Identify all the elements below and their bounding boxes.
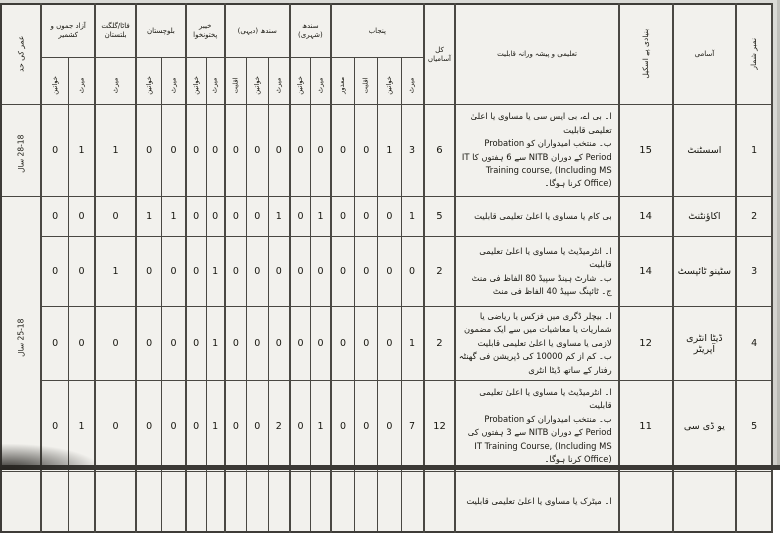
header-qualification: تعلیمی و پیشہ ورانہ قابلیت — [455, 4, 618, 105]
total-posts-cell: 2 — [424, 307, 456, 381]
quota-cell: 0 — [136, 307, 162, 381]
quota-sub-label: میرٹ — [407, 76, 416, 93]
quota-cell: 0 — [136, 237, 162, 307]
table-row — [1, 197, 772, 237]
pay-scale-cell: 14 — [619, 237, 673, 307]
quota-cell: 0 — [331, 307, 355, 381]
quota-sub-label: خواتین — [252, 75, 261, 95]
quota-cell: 2 — [268, 381, 290, 472]
pay-scale-header-label: بنیادی پے اسکیل — [640, 28, 650, 79]
quota-cell: 0 — [41, 381, 68, 472]
qualification-line: ا۔ انٹرمیڈیٹ یا مساوی یا اعلیٰ تعلیمی قابلیت — [479, 245, 612, 270]
age-limit-cell — [1, 197, 41, 472]
quota-cell: 1 — [162, 197, 186, 237]
header-sub-quota-1-0 — [311, 58, 331, 105]
total-posts-cell: 2 — [424, 237, 456, 307]
quota-cell: 0 — [247, 237, 269, 307]
quota-cell: 0 — [290, 381, 311, 472]
table-row — [1, 307, 772, 381]
quota-cell: 0 — [69, 307, 96, 381]
header-sub-quota-2-0 — [268, 58, 290, 105]
quota-cell — [136, 472, 162, 532]
quota-cell — [69, 472, 96, 532]
quota-cell: 0 — [247, 197, 269, 237]
header-sub-quota-1-1 — [290, 58, 311, 105]
header-sub-quota-3-0 — [206, 58, 225, 105]
quota-cell: 1 — [206, 307, 225, 381]
quota-cell: 0 — [162, 307, 186, 381]
quota-cell — [268, 472, 290, 532]
quota-cell: 1 — [95, 105, 136, 197]
qualification-cell — [455, 237, 618, 307]
quota-cell: 0 — [378, 197, 401, 237]
quota-cell: 0 — [162, 105, 186, 197]
qualification-line: ا۔ بی اے، بی ایس سی یا مساوی یا اعلیٰ تعلیمی قابلیت — [470, 111, 612, 135]
pay-scale-cell: 11 — [619, 381, 673, 472]
post-name-cell: اسسٹنٹ — [673, 105, 737, 197]
quota-cell: 0 — [378, 237, 401, 307]
qualification-line: ا۔ میٹرک یا مساوی یا اعلیٰ تعلیمی قابلیت — [466, 495, 612, 506]
quota-cell: 0 — [186, 237, 206, 307]
quota-cell: 1 — [311, 381, 331, 472]
quota-sub-label: خواتین — [144, 75, 153, 95]
quota-cell: 0 — [290, 307, 311, 381]
quota-cell — [331, 472, 355, 532]
pay-scale-cell: 12 — [619, 307, 673, 381]
header-sub-quota-6-0 — [69, 58, 96, 105]
age-header-label: عمر کی حد — [16, 35, 26, 72]
serial-number-cell: 4 — [736, 307, 772, 381]
header-sub-quota-2-1 — [247, 58, 269, 105]
quota-cell: 0 — [247, 105, 269, 197]
quota-cell — [95, 472, 136, 532]
quota-cell: 0 — [95, 381, 136, 472]
header-group-fata-gb: فاٹا/گلگت بلتستان — [95, 4, 136, 58]
quota-cell: 0 — [225, 237, 247, 307]
quota-cell: 0 — [355, 381, 378, 472]
quota-cell: 0 — [225, 105, 247, 197]
table-row — [1, 237, 772, 307]
quota-sub-label: اقلیت — [361, 76, 370, 93]
qualification-line: ب۔ کم از کم 10000 کی ڈپریشن فی گھنٹہ رفتار کے ساتھ ڈیٹا انٹری — [458, 351, 612, 375]
header-group-ajk: آزاد جموں و کشمیر — [41, 4, 95, 58]
quota-cell: 0 — [355, 237, 378, 307]
quota-cell — [355, 472, 378, 532]
scan-corner-smudge — [0, 444, 100, 470]
quota-cell — [206, 472, 225, 532]
total-posts-cell — [424, 472, 456, 532]
quota-cell: 0 — [268, 105, 290, 197]
serial-number-cell: 1 — [736, 105, 772, 197]
quota-sub-label: خواتین — [296, 75, 305, 95]
header-sub-quota-4-1 — [136, 58, 162, 105]
quota-cell: 0 — [95, 307, 136, 381]
qualification-line: ا۔ بیچلر ڈگری میں فزکس یا ریاضی یا شماریات یا معاشیات میں سے ایک مضمون لازمی یا مساوی یا اعلیٰ تعلیمی قابلیت — [464, 311, 612, 348]
post-name-cell: اکاؤنٹنٹ — [673, 197, 737, 237]
quota-sub-label: میرٹ — [316, 76, 325, 93]
header-group-balochistan: بلوچستان — [136, 4, 186, 58]
quota-cell: 0 — [186, 197, 206, 237]
header-sub-quota-3-1 — [186, 58, 206, 105]
quota-cell: 0 — [331, 381, 355, 472]
scan-bottom-edge — [0, 465, 780, 470]
header-sub-quota-5-0 — [95, 58, 136, 105]
qualification-line: ب۔ منتخب امیدواران کو Probation Period کے دوران NITB سے 3 ہفتوں کی IT Training Course, (Including MS Office) کرنا ہوگا۔ — [467, 413, 612, 465]
quota-sub-label: معذور — [338, 76, 347, 94]
quota-cell: 1 — [311, 197, 331, 237]
quota-cell: 1 — [69, 381, 96, 472]
header-group-row — [1, 4, 772, 58]
quota-cell: 0 — [378, 307, 401, 381]
quota-sub-label: خواتین — [191, 75, 200, 95]
header-sub-quota-0-2 — [355, 58, 378, 105]
quota-sub-label: اقلیت — [231, 76, 240, 93]
serial-number-cell: 2 — [736, 197, 772, 237]
header-group-punjab: پنجاب — [331, 4, 424, 58]
quota-cell: 0 — [247, 381, 269, 472]
qualification-line: ب۔ منتخب امیدواران کو Probation Period کے دوران NITB سے 6 ہفتوں کا IT Training course, (Including MS Office) کرنا ہوگا۔ — [461, 138, 612, 189]
quota-sub-label: خواتین — [385, 75, 394, 95]
quota-cell: 0 — [401, 237, 424, 307]
quota-cell: 0 — [162, 237, 186, 307]
quota-cell: 0 — [186, 307, 206, 381]
quota-cell: 0 — [331, 105, 355, 197]
quota-cell: 0 — [95, 197, 136, 237]
post-name-cell: ڈیٹا انٹری آپریٹر — [673, 307, 737, 381]
quota-cell: 0 — [290, 105, 311, 197]
table-header — [1, 4, 772, 105]
quota-cell: 0 — [186, 105, 206, 197]
quota-cell: 1 — [401, 307, 424, 381]
header-age-limit — [1, 4, 41, 105]
header-group-sindh-urban: سندھ (شہری) — [290, 4, 331, 58]
qualification-line: بی کام یا مساوی یا اعلیٰ تعلیمی قابلیت — [474, 210, 612, 221]
quota-sub-label: خواتین — [50, 75, 59, 95]
quota-cell: 0 — [136, 381, 162, 472]
quota-cell: 0 — [41, 237, 68, 307]
quota-cell: 0 — [378, 381, 401, 472]
quota-cell: 1 — [401, 197, 424, 237]
serial-number-cell: 3 — [736, 237, 772, 307]
quota-sub-label: میرٹ — [77, 76, 86, 93]
quota-cell: 0 — [247, 307, 269, 381]
pay-scale-cell: 14 — [619, 197, 673, 237]
total-posts-cell: 6 — [424, 105, 456, 197]
total-posts-cell: 12 — [424, 381, 456, 472]
age-limit-cell — [1, 472, 41, 532]
quota-cell: 7 — [401, 381, 424, 472]
table-row — [1, 381, 772, 472]
quota-cell: 1 — [69, 105, 96, 197]
quota-cell: 0 — [331, 237, 355, 307]
post-name-cell: سٹینو ٹائپسٹ — [673, 237, 737, 307]
quota-cell — [186, 472, 206, 532]
quota-cell — [378, 472, 401, 532]
quota-cell — [225, 472, 247, 532]
header-serial-number — [736, 4, 772, 105]
quota-sub-label: میرٹ — [210, 76, 219, 93]
header-sub-quota-0-3 — [331, 58, 355, 105]
header-total-posts: کل آسامیاں — [424, 4, 456, 105]
quota-cell: 0 — [206, 105, 225, 197]
serial-number-cell — [736, 472, 772, 532]
qualification-cell — [455, 472, 618, 532]
qualification-cell — [455, 307, 618, 381]
quota-cell: 0 — [268, 237, 290, 307]
header-group-kpk: خیبر پختونخوا — [186, 4, 225, 58]
quota-cell: 0 — [311, 237, 331, 307]
qualification-line: ا۔ انٹرمیڈیٹ یا مساوی یا اعلیٰ تعلیمی قابلیت — [479, 386, 612, 411]
quota-cell: 3 — [401, 105, 424, 197]
serial-header-label: نمبر شمار — [749, 38, 759, 70]
quota-cell — [290, 472, 311, 532]
age-limit-label: 25-18 سال — [16, 318, 26, 357]
quota-cell: 0 — [311, 105, 331, 197]
table-row — [1, 472, 772, 532]
quota-cell: 0 — [355, 197, 378, 237]
post-name-cell — [673, 472, 737, 532]
quota-cell: 0 — [268, 307, 290, 381]
age-limit-label: 28-18 سال — [16, 134, 26, 173]
quota-cell: 0 — [290, 237, 311, 307]
quota-sub-label: میرٹ — [111, 76, 120, 93]
quota-cell: 0 — [290, 197, 311, 237]
header-sub-quota-0-0 — [401, 58, 424, 105]
quota-cell: 1 — [268, 197, 290, 237]
age-limit-cell — [1, 105, 41, 197]
header-sub-quota-0-1 — [378, 58, 401, 105]
quota-cell: 0 — [136, 105, 162, 197]
quota-cell: 0 — [41, 197, 68, 237]
quota-cell: 0 — [186, 381, 206, 472]
quota-cell: 0 — [206, 197, 225, 237]
serial-number-cell: 5 — [736, 381, 772, 472]
quota-cell — [401, 472, 424, 532]
quota-sub-label: میرٹ — [274, 76, 283, 93]
quota-cell: 1 — [206, 381, 225, 472]
vacancy-table — [0, 3, 773, 533]
quota-cell: 0 — [225, 197, 247, 237]
qualification-line: ج۔ ٹائپنگ سپیڈ 40 الفاظ فی منٹ — [492, 285, 612, 296]
qualification-cell — [455, 197, 618, 237]
quota-cell: 0 — [225, 381, 247, 472]
quota-cell: 0 — [69, 197, 96, 237]
quota-cell — [41, 472, 68, 532]
qualification-line: ب۔ شارٹ ہینڈ سپیڈ 80 الفاظ فی منٹ — [471, 272, 612, 283]
quota-cell: 0 — [311, 307, 331, 381]
quota-cell: 1 — [378, 105, 401, 197]
header-post: آسامی — [673, 4, 737, 105]
table-row — [1, 105, 772, 197]
quota-cell: 0 — [355, 307, 378, 381]
qualification-cell — [455, 381, 618, 472]
quota-sub-label: میرٹ — [169, 76, 178, 93]
header-sub-quota-4-0 — [162, 58, 186, 105]
quota-cell — [162, 472, 186, 532]
total-posts-cell: 5 — [424, 197, 456, 237]
quota-cell: 0 — [162, 381, 186, 472]
quota-cell: 1 — [206, 237, 225, 307]
pay-scale-cell: 15 — [619, 105, 673, 197]
quota-cell: 1 — [136, 197, 162, 237]
quota-cell: 0 — [41, 105, 68, 197]
qualification-cell — [455, 105, 618, 197]
quota-cell: 0 — [69, 237, 96, 307]
quota-cell: 0 — [41, 307, 68, 381]
header-sub-quota-6-1 — [41, 58, 68, 105]
quota-cell: 0 — [331, 197, 355, 237]
quota-cell — [247, 472, 269, 532]
quota-cell: 1 — [95, 237, 136, 307]
quota-cell — [311, 472, 331, 532]
header-sub-quota-2-2 — [225, 58, 247, 105]
header-group-sindh-rural: سندھ (دیہی) — [225, 4, 290, 58]
header-pay-scale — [619, 4, 673, 105]
quota-cell: 0 — [225, 307, 247, 381]
pay-scale-cell — [619, 472, 673, 532]
post-name-cell: یو ڈی سی — [673, 381, 737, 472]
quota-cell: 0 — [355, 105, 378, 197]
